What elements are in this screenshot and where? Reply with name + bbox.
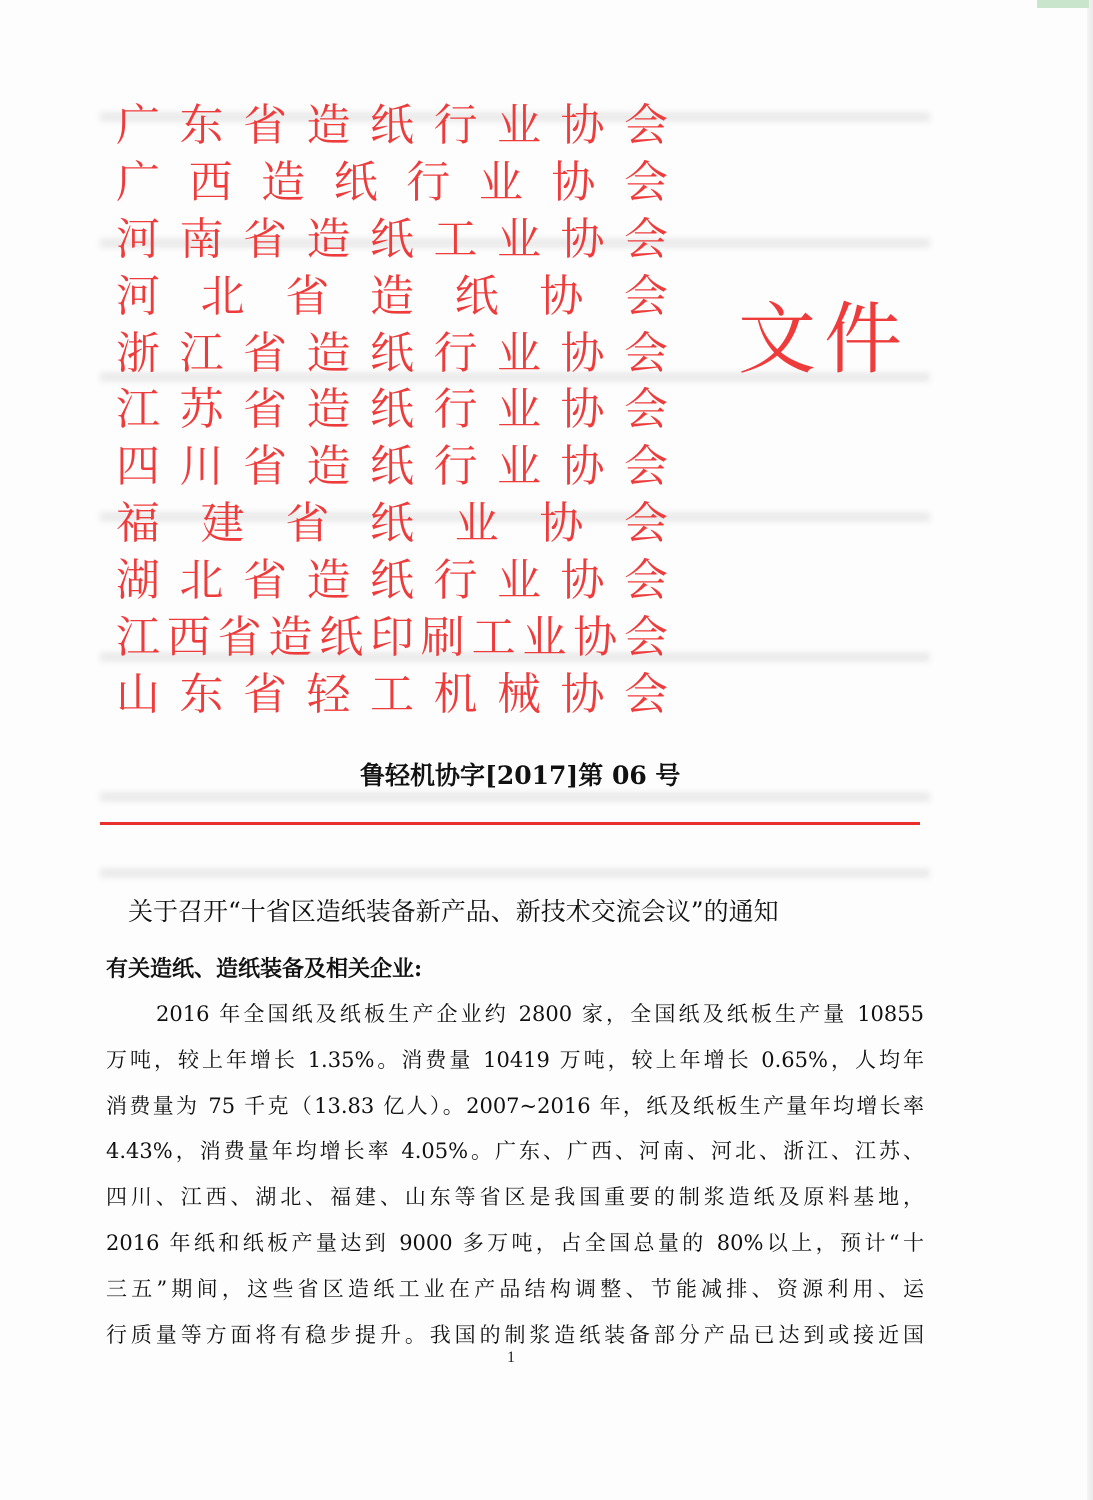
body-line: 2016 年纸和纸板产量达到 9000 多万吨，占全国总量的 80%以上，预计“十	[106, 1230, 924, 1255]
org-char: 造	[268, 612, 313, 664]
org-char: 纸	[333, 156, 378, 208]
body-line: 四川、江西、湖北、福建、山东等省区是我国重要的制浆造纸及原料基地，	[106, 1185, 924, 1210]
org-char: 业	[497, 327, 541, 379]
org-line	[112, 441, 672, 498]
org-char: 省	[243, 100, 287, 151]
org-char: 造	[261, 156, 306, 208]
body-line: 消费量为 75 千克（13.83 亿人）。2007~2016 年，纸及纸板生产量年均增长率	[106, 1093, 924, 1118]
org-char: 河	[116, 270, 160, 322]
org-line	[112, 271, 672, 328]
org-char: 行	[433, 441, 478, 493]
org-char: 广	[116, 100, 160, 151]
org-line	[112, 498, 672, 555]
scan-edge-mark	[1037, 0, 1089, 8]
org-char: 省	[243, 384, 287, 436]
org-line	[112, 384, 672, 441]
org-char: 业	[478, 156, 523, 208]
org-char: 协	[560, 668, 605, 720]
body-line: 2016 年全国纸及纸板生产企业约 2800 家，全国纸及纸板生产量 10855	[156, 1002, 924, 1026]
org-char: 纸	[370, 555, 414, 607]
org-char: 造	[306, 100, 351, 151]
org-char: 会	[624, 498, 668, 550]
org-char: 会	[624, 384, 668, 436]
org-char: 造	[306, 327, 351, 379]
org-char: 业	[522, 612, 567, 664]
org-line	[112, 669, 672, 726]
org-char: 协	[560, 555, 605, 607]
org-char: 业	[454, 498, 499, 550]
org-char: 纸	[370, 384, 414, 436]
org-char: 工	[370, 668, 414, 720]
org-char: 协	[560, 100, 605, 151]
red-divider	[100, 822, 920, 825]
org-char: 业	[497, 384, 541, 436]
org-line	[112, 612, 672, 669]
org-char: 轻	[306, 668, 351, 720]
org-char: 东	[179, 100, 224, 151]
org-char: 会	[624, 100, 668, 151]
org-char: 省	[243, 668, 287, 720]
org-char: 会	[624, 441, 668, 493]
org-char: 行	[406, 156, 451, 208]
org-char: 协	[560, 327, 605, 379]
org-char: 南	[179, 213, 224, 265]
org-char: 械	[497, 668, 541, 720]
body-line: 行质量等方面将有稳步提升。我国的制浆造纸装备部分产品已达到或接近国	[106, 1322, 924, 1347]
org-char: 协	[560, 441, 605, 493]
org-char: 会	[624, 213, 668, 265]
org-char: 行	[433, 555, 478, 607]
org-char: 工	[471, 612, 516, 664]
org-char: 湖	[116, 555, 160, 607]
org-char: 行	[433, 100, 478, 151]
org-char: 协	[539, 270, 584, 322]
org-char: 苏	[179, 384, 224, 436]
org-char: 西	[188, 156, 233, 208]
body-line: 4.43%，消费量年均增长率 4.05%。广东、广西、河南、河北、浙江、江苏、	[106, 1139, 924, 1164]
org-char: 江	[179, 327, 224, 379]
org-char: 业	[497, 213, 541, 265]
org-char: 协	[539, 498, 584, 550]
org-char: 四	[116, 441, 160, 493]
org-char: 河	[116, 213, 160, 265]
body-line: 三五”期间，这些省区造纸工业在产品结构调整、节能减排、资源利用、运	[106, 1276, 924, 1301]
org-char: 北	[200, 270, 245, 322]
page-number: 1	[507, 1349, 515, 1366]
org-char: 协	[560, 213, 605, 265]
org-char: 省	[243, 327, 287, 379]
org-line	[112, 157, 672, 214]
org-char: 会	[624, 270, 668, 322]
org-line	[112, 328, 672, 385]
org-char: 江	[116, 612, 160, 664]
body-line: 万吨，较上年增长 1.35%。消费量 10419 万吨，较上年增长 0.65%，人均年	[106, 1047, 924, 1072]
org-char: 刷	[420, 612, 465, 664]
org-char: 纸	[454, 270, 499, 322]
org-char: 造	[370, 270, 414, 322]
org-char: 纸	[370, 498, 414, 550]
org-char: 川	[179, 441, 224, 493]
org-char: 协	[560, 384, 605, 436]
scan-edge	[1087, 0, 1093, 1500]
org-char: 浙	[116, 327, 160, 379]
document-word: 文件	[738, 295, 911, 385]
org-char: 江	[116, 384, 160, 436]
org-char: 广	[116, 156, 160, 208]
org-char: 纸	[370, 213, 414, 265]
org-char: 山	[116, 668, 160, 720]
org-char: 纸	[319, 612, 364, 664]
org-char: 业	[497, 441, 541, 493]
org-line	[112, 100, 672, 157]
org-char: 印	[370, 612, 414, 664]
org-line	[112, 555, 672, 612]
org-char: 造	[306, 213, 351, 265]
org-char: 行	[433, 384, 478, 436]
org-char: 会	[624, 668, 668, 720]
org-char: 省	[243, 555, 287, 607]
org-char: 行	[433, 327, 478, 379]
org-char: 北	[179, 555, 224, 607]
org-char: 会	[624, 555, 668, 607]
org-char: 纸	[370, 441, 414, 493]
org-char: 省	[243, 441, 287, 493]
org-char: 省	[285, 270, 330, 322]
org-char: 省	[285, 498, 330, 550]
salutation: 有关造纸、造纸装备及相关企业:	[106, 956, 423, 982]
issuing-organizations	[112, 100, 672, 726]
document-number: 鲁轻机协字[2017]第 06 号	[360, 761, 681, 790]
org-char: 协	[551, 156, 596, 208]
org-char: 业	[497, 100, 541, 151]
org-char: 协	[573, 612, 618, 664]
org-line	[112, 214, 672, 271]
org-char: 业	[497, 555, 541, 607]
org-char: 纸	[370, 327, 414, 379]
org-char: 纸	[370, 100, 414, 151]
org-char: 东	[179, 668, 224, 720]
org-char: 造	[306, 441, 351, 493]
org-char: 西	[166, 612, 211, 664]
show-through	[100, 868, 930, 878]
org-char: 会	[624, 327, 668, 379]
body-text	[106, 992, 924, 1358]
org-char: 会	[624, 612, 668, 664]
show-through	[100, 792, 930, 802]
org-char: 造	[306, 555, 351, 607]
org-char: 建	[200, 498, 245, 550]
org-char: 会	[624, 156, 668, 208]
notice-title: 关于召开“十省区造纸装备新产品、新技术交流会议”的通知	[128, 897, 779, 926]
org-char: 工	[433, 213, 478, 265]
org-char: 机	[433, 668, 478, 720]
org-char: 福	[116, 498, 160, 550]
org-char: 省	[243, 213, 287, 265]
org-char: 造	[306, 384, 351, 436]
org-char: 省	[217, 612, 262, 664]
